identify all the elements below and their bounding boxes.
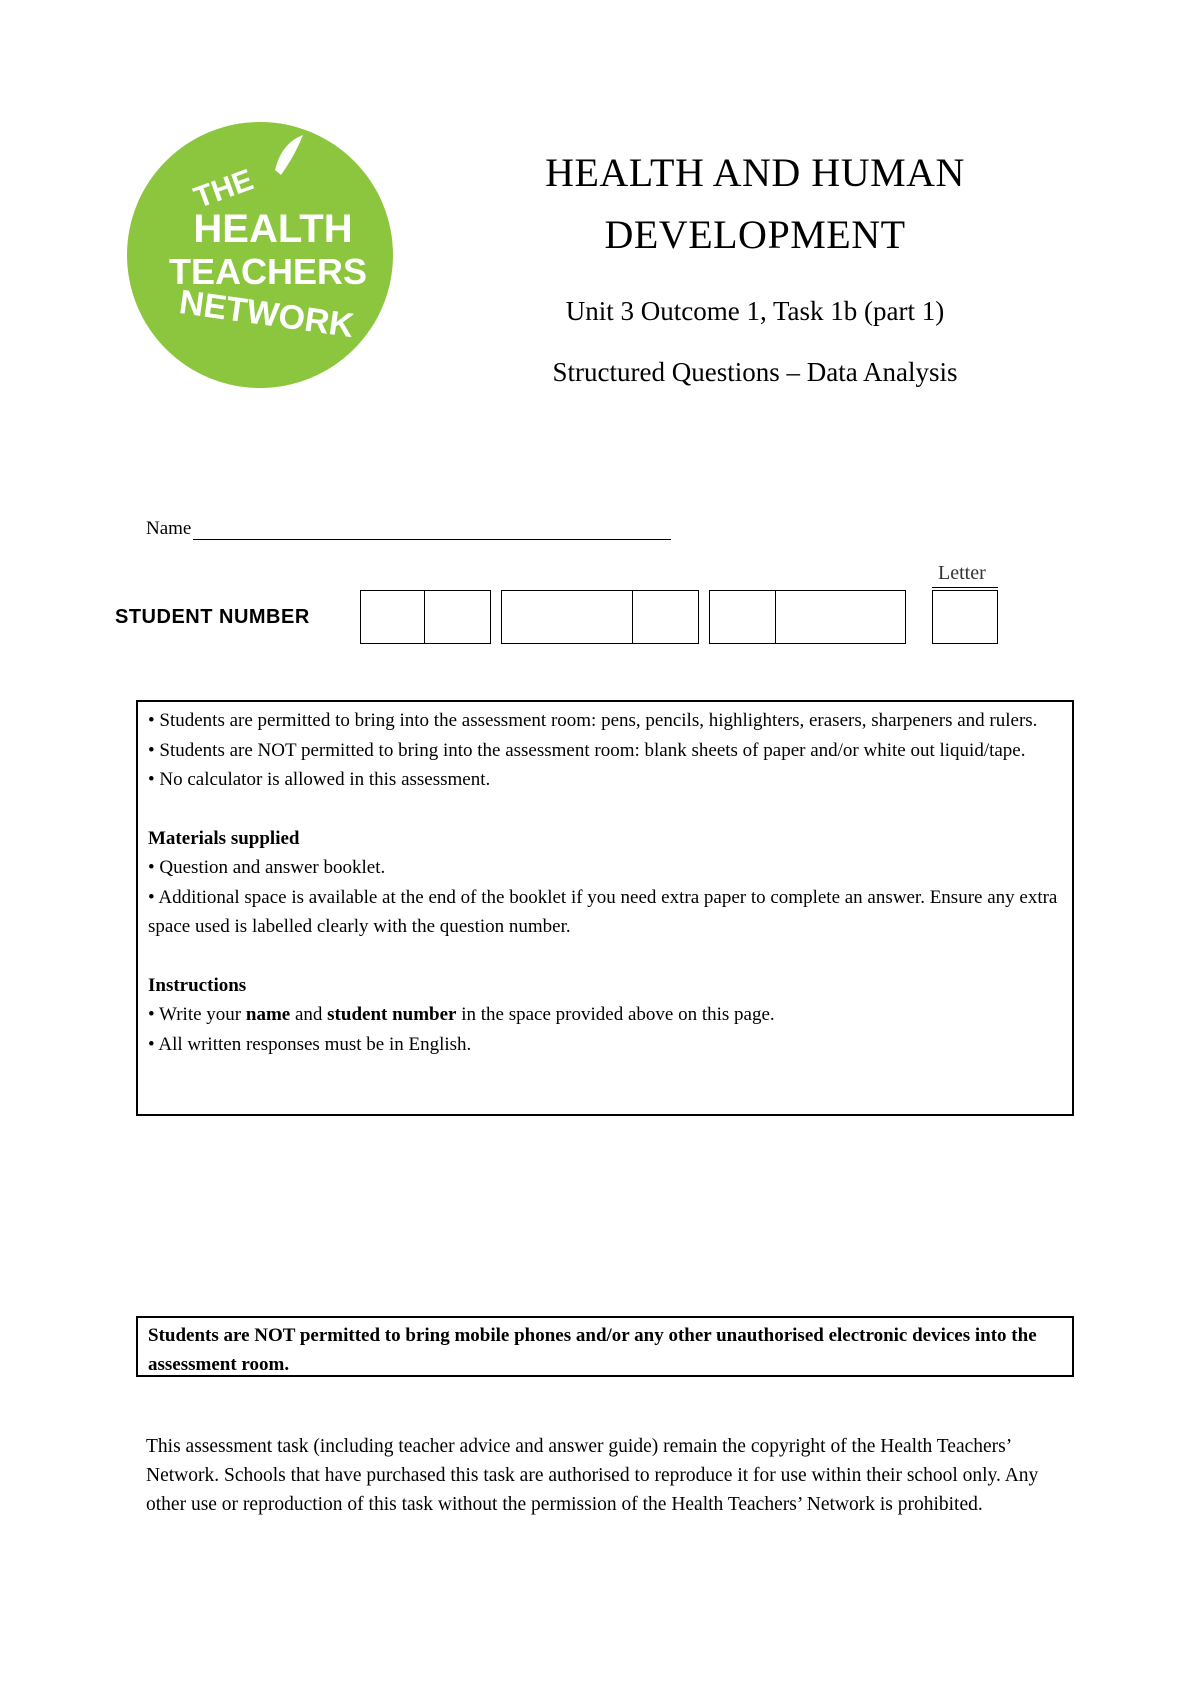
title-line-2: DEVELOPMENT xyxy=(604,212,906,257)
student-number-label: STUDENT NUMBER xyxy=(115,606,310,628)
logo-text-network: NETWORK xyxy=(176,283,357,346)
instructions-heading: Instructions xyxy=(148,974,247,996)
unit-subtitle: Unit 3 Outcome 1, Task 1b (part 1) xyxy=(565,296,945,326)
health-teachers-network-logo xyxy=(125,120,395,390)
instruction-item: • All written responses must be in English. xyxy=(148,1033,472,1055)
student-number-box[interactable] xyxy=(501,590,633,644)
name-label: Name xyxy=(146,518,192,539)
student-number-box[interactable] xyxy=(775,590,906,644)
name-row xyxy=(146,518,671,540)
page-title xyxy=(455,142,1055,266)
logo-text-health: HEALTH xyxy=(193,207,353,251)
student-letter-box[interactable] xyxy=(932,590,998,644)
title-line-1: HEALTH AND HUMAN xyxy=(545,150,965,195)
student-number-box[interactable] xyxy=(632,590,699,644)
instruction-item: • Write your name and student number in the space provided above on this page. xyxy=(148,1004,775,1025)
student-number-box[interactable] xyxy=(360,590,425,644)
copyright-text: This assessment task (including teacher advice and answer guide) remain the copyright of the Health Teachers’ Network. Schools that have purchased this task are authorised to reproduce it for use within their school only. Any other use or reproduction of this task without the permission of the Health Teachers’ Network is prohibited. xyxy=(146,1436,1039,1515)
apple-logo-icon xyxy=(125,120,395,390)
permitted-items: • Students are permitted to bring into the assessment room: pens, pencils, highlighters, erasers, sharpeners and rulers. xyxy=(148,710,1038,731)
task-type-subtitle: Structured Questions – Data Analysis xyxy=(552,357,958,387)
assessment-rules-box xyxy=(136,700,1074,1116)
logo-text-teachers: TEACHERS xyxy=(168,251,368,292)
title-block xyxy=(455,142,1055,388)
materials-item: • Question and answer booklet. xyxy=(148,857,386,878)
calculator-rule: • No calculator is allowed in this assessment. xyxy=(148,769,491,790)
letter-label: Letter xyxy=(938,562,986,584)
student-number-box[interactable] xyxy=(424,590,491,644)
name-input-line[interactable] xyxy=(193,519,671,540)
not-permitted-items: • Students are NOT permitted to bring into the assessment room: blank sheets of paper and/or white out liquid/tape. xyxy=(148,739,1026,761)
copyright-notice xyxy=(146,1432,1076,1519)
logo-text-the: THE xyxy=(189,163,258,215)
materials-item: • Additional space is available at the end of the booklet if you need extra paper to complete an answer. Ensure any extra space used is labelled clearly with the question number. xyxy=(148,886,1058,937)
materials-heading: Materials supplied xyxy=(148,827,300,849)
mobile-phone-warning-box xyxy=(136,1316,1074,1377)
letter-divider xyxy=(932,587,998,588)
student-number-box[interactable] xyxy=(709,590,776,644)
warning-text: Students are NOT permitted to bring mobile phones and/or any other unauthorised electronic devices into the assessment room. xyxy=(148,1325,1037,1375)
